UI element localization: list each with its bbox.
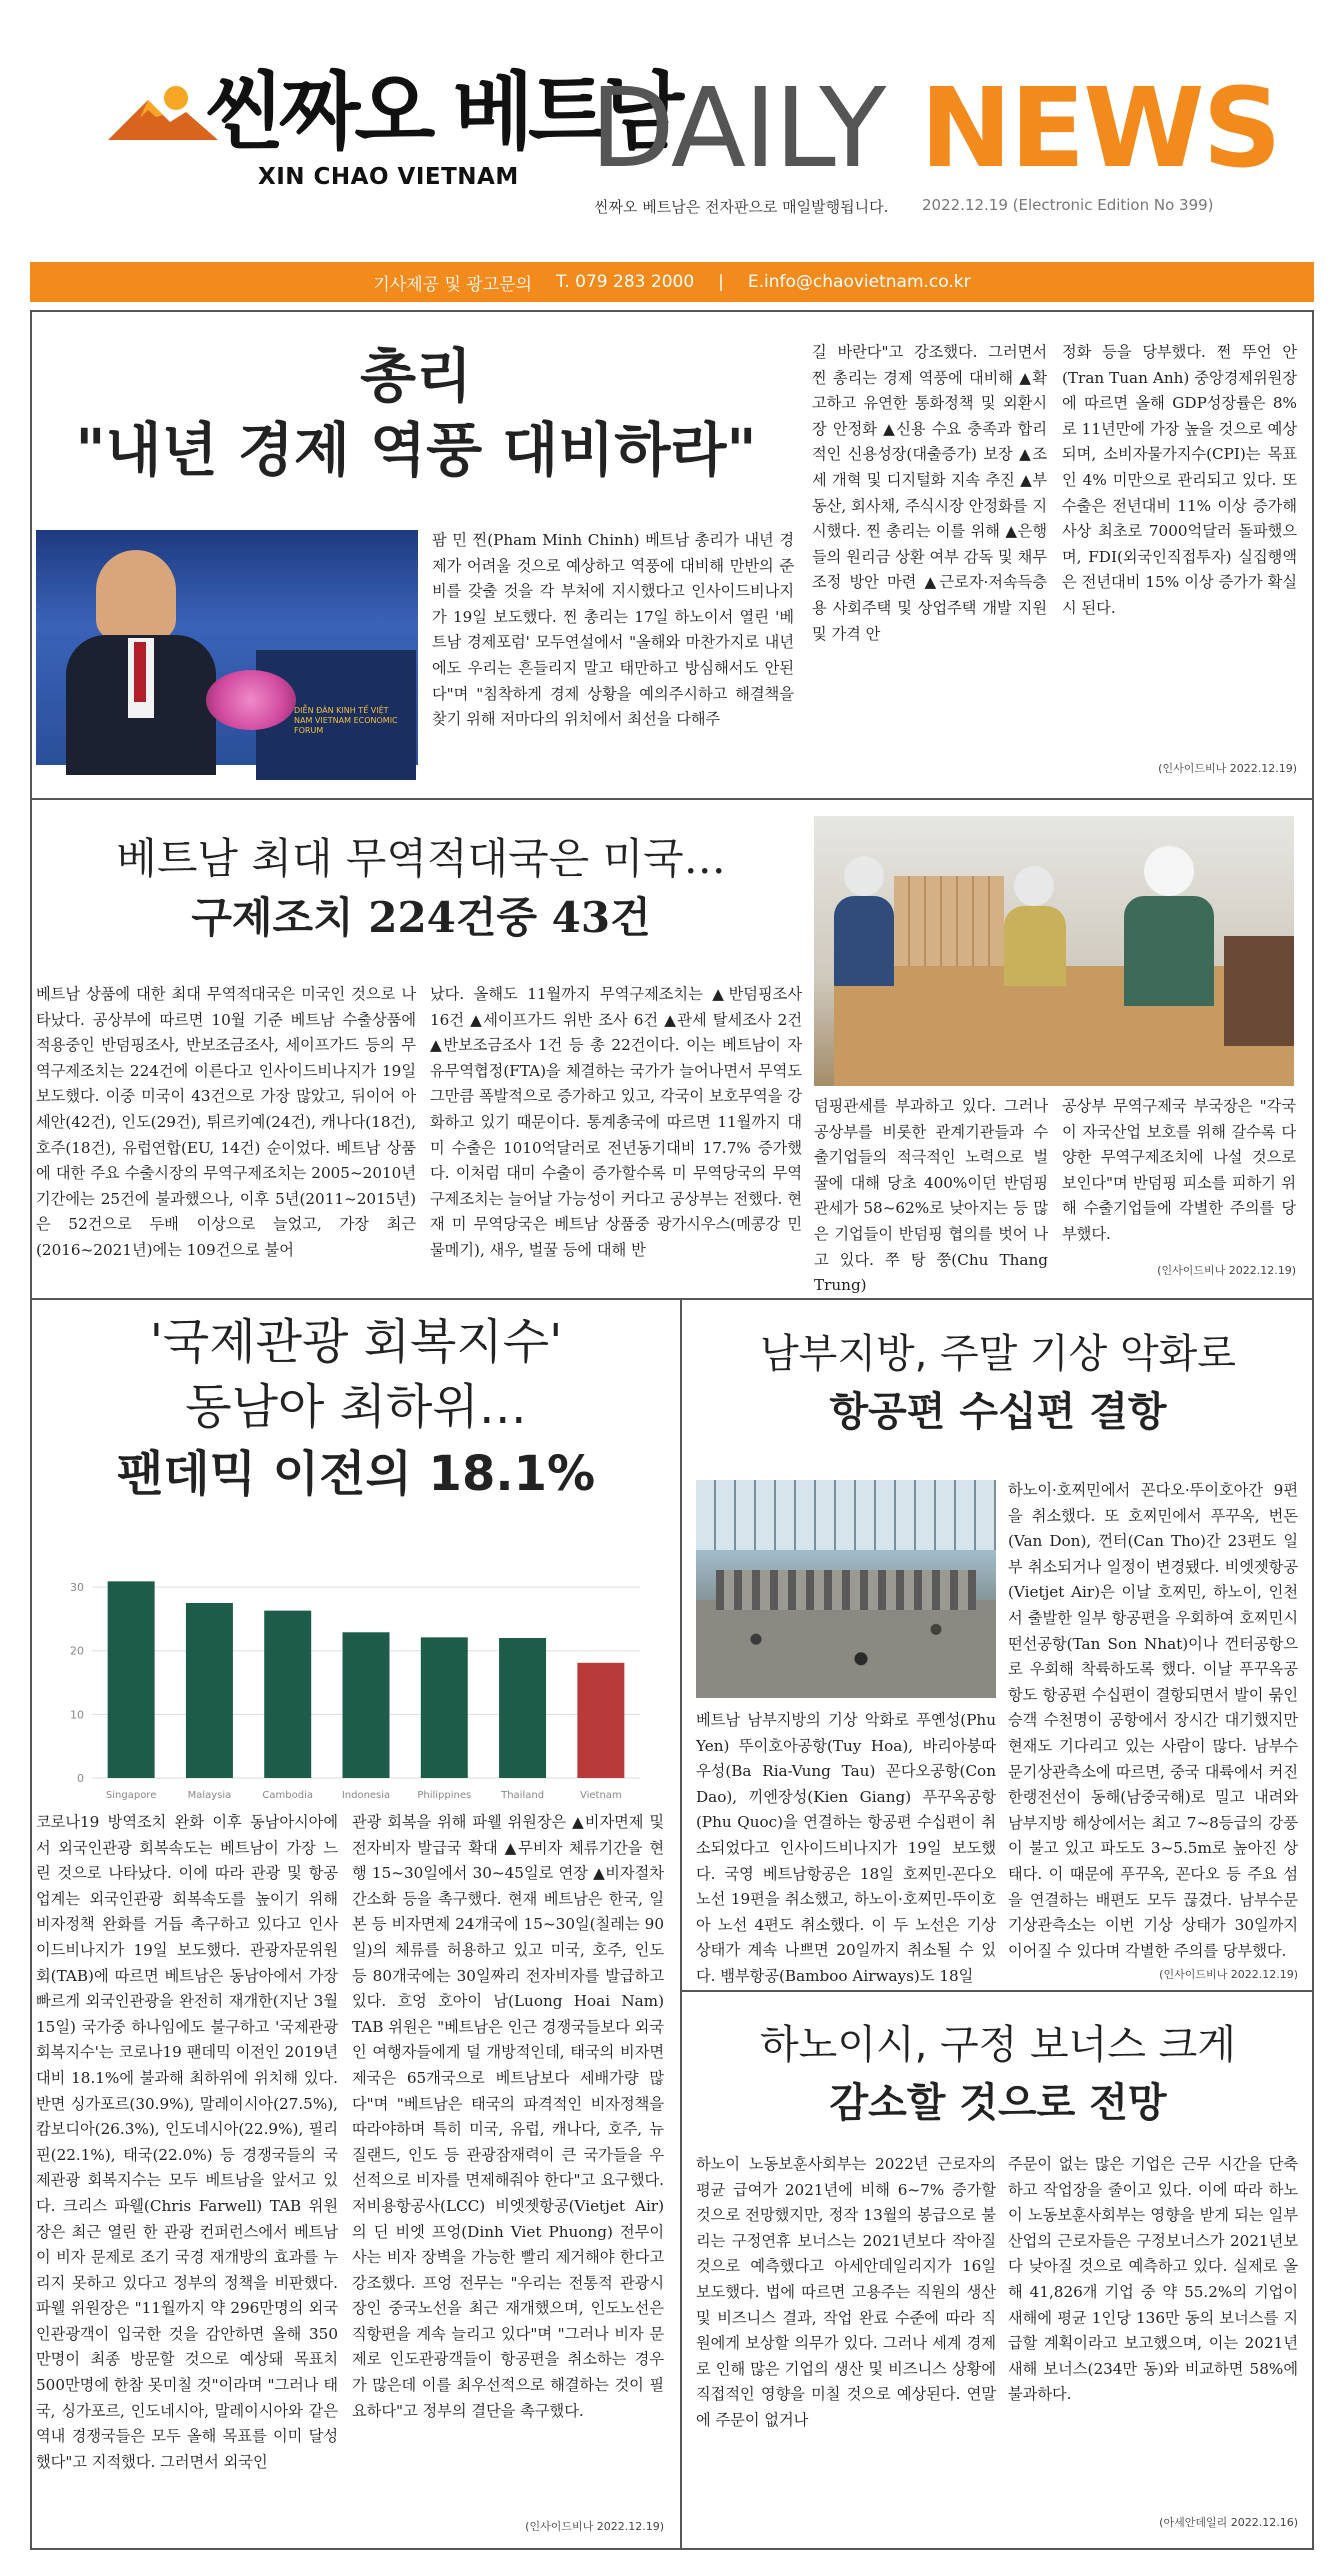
chart-bar-vietnam [577,1663,624,1778]
logo-korean: 씬짜오 베트남 [204,63,679,161]
contact-phone: T. 079 283 2000 [556,272,695,292]
article1-photo [36,530,418,765]
y-tick-label: 10 [70,1708,84,1722]
masthead [0,0,1343,240]
x-tick-label: Vietnam [580,1790,622,1801]
chart-bar-singapore [108,1581,155,1778]
article2-col3: 덤핑관세를 부과하고 있다. 그러나 공상부를 비롯한 관계기관들과 수출기업들의 적극적인 노력으로 벌꿀에 대해 당초 400%이던 반덤핑관세가 58~62%로 낮아지는 등 많은 기업들이 반덤핑 협의를 벗어 나고 있다. 쭈 탕 쭝(Chu Thang Trung) [814,1097,1048,1295]
article2-headline: 베트남 최대 무역적대국은 미국… 구제조치 224건중 43건 [116,834,726,942]
tagline: 씬짜오 베트남은 전자판으로 매일발행됩니다. [594,198,889,216]
x-tick-label: Cambodia [262,1790,314,1801]
x-tick-label: Indonesia [341,1790,391,1801]
article2-photo [814,816,1294,1086]
y-tick-label: 30 [70,1581,84,1595]
article1-col2: 길 바란다"고 강조했다. 그러면서 찐 총리는 경제 역풍에 대비해 ▲확고하고 유연한 통화정책 및 외환시장 안정화 ▲신용 수요 충족과 합리적인 신용성장(대출증가) 보장 ▲조세 개혁 및 디지털화 지속 추진 ▲부동산, 회사채, 주식시장 안정화를 지시했다. 찐 총리는 이를 위해 ▲은행들의 원리금 상환 여부 감독 및 채무조정 방안 마련 ▲근로자·저속득층용 사회주택 및 상업주택 개발 지원 및 가격 안 [812,343,1047,643]
contact-email[interactable]: E.info@chaovietnam.co.kr [747,272,971,292]
x-tick-label: Singapore [105,1790,157,1801]
article1-headline: 총리 "내년 경제 역풍 대비하라" [75,342,757,484]
article2-col2: 났다. 올해도 11월까지 무역구제조치는 ▲반덤핑조사 16건 ▲세이프가드 위반 조사 6건 ▲관세 탈세조사 2건 ▲반보조금조사 1건 등 총 22건이다. 이는 베트남이 자유무역협정(FTA)을 체결하는 국가가 늘어나면서 무역도 그만큼 폭발적으로 증가하고 있고, 각국이 보호무역을 강화하고 있기 때문이다. 통계총국에 따르면 11월까지 대미 수출은 1010억달러로 전년동기대비 17.7% 증가했다. 이처럼 대미 수출이 증가할수록 미 무역당국의 무역구제조치는 늘어날 가능성이 커다고 공상부는 전했다. 현재 미 무역당국은 베트남 상품중 광가시우스(메콩강 민물메기), 새우, 벌꿀 등에 대해 반 [430,985,802,1259]
article2-col4: 공상부 무역구제국 부국장은 "각국이 자국산업 보호를 위해 갈수록 다양한 무역구제조치에 나설 것으로 보인다"며 반덤핑 피소를 피하기 위해 수출기업들에 각별한 주의를 당부했다. [1062,1097,1296,1243]
divider-col [680,1298,682,2550]
article4-photo [696,1480,996,1698]
chart-bar-philippines [421,1637,468,1778]
logo-mark-icon [108,82,218,142]
article4-col-left: 베트남 남부지방의 기상 악화로 푸옌성(Phu Yen) 뚜이호아공항(Tuy Hoa), 바리아붕따우성(Ba Ria-Vung Tau) 꼰다오공항(Con Dao), 끼엔장성(Kien Giang) 푸꾸옥공항(Phu Quoc)을 연결하는 항공편 수십편이 취소되었다고 인사이드비나지가 19일 보도했다. 국영 베트남항공은 18일 호찌민-꼰다오 노선 19편을 취소했고, 하노이·호찌민-뚜이호아 노선 4편도 취소했다. 이 두 노선은 기상 상태가 계속 나쁘면 20일까지 취소될 수 있다. 뱀부항공(Bamboo Airways)도 18일 [696,1711,996,1985]
article5-headline: 하노이시, 구정 보너스 크게 감소할 것으로 전망 [760,2022,1236,2126]
logo-english: XIN CHAO VIETNAM [258,164,519,190]
chart-bar-cambodia [264,1611,311,1778]
x-tick-label: Philippines [417,1790,472,1801]
article2-col1: 베트남 상품에 대한 최대 무역적대국은 미국인 것으로 나타났다. 공상부에 따르면 10월 기준 베트남 수출상품에 적용중인 반덤핑조사, 반보조금조사, 세이프가드 등의 무역구제조치는 224건에 이른다고 인사이드비나지가 19일 보도했다. 이중 미국이 43건으로 가장 많았고, 뒤이어 아세안(42건), 인도(29건), 튀르키예(24건), 캐나다(18건), 호주(18건), 유럽연합(EU, 14건) 순이었다. 베트남 상품에 대한 주요 수출시장의 무역구제조치는 2005~2010년 기간에는 25건에 불과했으나, 이후 5년(2011~2015년)은 52건으로 두배 이상으로 늘었고, 가장 최근(2016~2021년)에는 109건으로 불어 [36,985,416,1259]
article1-col1: 팜 민 찐(Pham Minh Chinh) 베트남 총리가 내년 경제가 어려울 것으로 예상하고 역풍에 대비해 만반의 준비를 갖출 것을 각 부처에 지시했다고 인사이드비나지가 19일 보도했다. 찐 총리는 17일 하노이서 열린 '베트남 경제포럼' 모두연설에서 "올해와 마찬가지로 내년에도 우리는 흔들리지 말고 태만하고 방심해서도 안된다"며 "침착하게 경제 상황을 예의주시하고 해결책을 찾기 위해 저마다의 위치에서 최선을 다해주 [432,531,794,729]
divider-2 [30,1298,1314,1300]
contact-label: 기사제공 및 광고문의 [373,274,532,295]
chart-bar-malaysia [186,1603,233,1778]
article4-source: (인사이드비나 2022.12.19) [1159,1968,1298,1981]
article5-col1: 하노이 노동보훈사회부는 2022년 근로자의 평균 급여가 2021년에 비해 6~7% 증가할 것으로 전망했지만, 정작 13월의 봉급으로 불리는 구정연휴 보너스는 2021년보다 작아질 것으로 예측했다고 아세안데일리지가 16일 보도했다. 법에 따르면 고용주는 직원의 생산 및 비즈니스 결과, 작업 완료 수준에 따라 직원에게 보상할 의무가 있다. 그러나 세계 경제로 인해 많은 기업의 생산 및 비즈니스 상황에 직접적인 영향을 미칠 것으로 예상된다. 연말에 주문이 없거나 [696,2155,996,2429]
chart-bar-thailand [499,1638,546,1778]
divider-3 [681,1990,1314,1992]
recovery-index-chart [58,1558,648,1808]
y-tick-label: 20 [70,1644,84,1658]
divider-1 [30,798,1314,800]
article1-photo-banner: DIỄN ĐÀN KINH TẾ VIỆT NAM VIETNAM ECONOMIC FORUM [294,706,398,735]
article5-source: (아세안데일리 2022.12.16) [1159,2516,1298,2529]
article1-source: (인사이드비나 2022.12.19) [1158,762,1297,775]
article3-source: (인사이드비나 2022.12.19) [525,2520,664,2533]
article3-headline: '국제관광 회복지수' 동남아 최하위… 팬데믹 이전의 18.1% [116,1314,596,1502]
edition-info: 2022.12.19 (Electronic Edition No 399) [922,196,1214,214]
article3-col1: 코로나19 방역조치 완화 이후 동남아시아에서 외국인관광 회복속도는 베트남이 가장 느린 것으로 나타났다. 이에 따라 관광 및 항공업계는 외국인관광 회복속도를 높이기 위해 비자정책 완화를 거듭 촉구하고 있다고 인사이드비나지가 19일 보도했다. 관광자문위원회(TAB)에 따르면 베트남은 동남아에서 가장 빠르게 외국인관광을 완전히 재개한(지난 3월15일) 국가중 하나임에도 불구하고 '국제관광 회복지수'는 코로나19 팬데믹 이전인 2019년 대비 18.1%에 불과해 최하위에 위치해 있다. 반면 싱가포르(30.9%), 말레이시아(27.5%), 캄보디아(26.3%), 인도네시아(22.9%), 필리핀(22.1%), 태국(22.0%) 등 경쟁국들의 국제관광 회복지수는 모두 베트남을 앞서고 있다. 크리스 파웰(Chris Farwell) TAB 위원장은 최근 열린 한 관광 컨퍼런스에서 베트남이 비자 문제로 조기 국경 재개방의 효과를 누리지 못하고 있다고 정부의 정책을 비판했다. 파웰 위원장은 "11월까지 약 296만명의 외국인관광객이 입국한 것을 감안하면 올해 350만명이 최종 방문할 것으로 예상돼 목표치 500만명에 한참 못미칠 것"이라며 "그러나 태국, 싱가포르, 인도네시아, 말레이시아와 같은 역내 경쟁국들은 모두 올해 목표를 이미 달성했다"고 지적했다. 그러면서 외국인 [36,1813,338,2471]
x-tick-label: Thailand [501,1790,545,1801]
x-tick-label: Malaysia [187,1790,232,1801]
contact-bar [30,262,1314,302]
y-tick-label: 0 [77,1772,84,1785]
article4-col-right: 하노이·호찌민에서 꼰다오·뚜이호아간 9편을 취소했다. 또 호찌민에서 푸꾸옥, 번돈(Van Don), 껀터(Can Tho)간 23편도 일부 취소되거나 일정이 변경됐다. 비엣젯항공(Vietjet Air)은 이날 호찌민, 하노이, 인천서 출발한 일부 항공편을 우회하여 호찌민시 떤선공항(Tan Son Nhat)이나 껀터공항으로 우회해 착륙하도록 했다. 이날 푸꾸옥공항도 항공편 수십편이 결항되면서 발이 묶인 승객 수천명이 공항에서 장시간 대기했지만 현재도 기다리고 있는 사람이 많다. 남부수문기상관측소에 따르면, 중국 대륙에서 커진 한랭전선이 동해(남중국해)로 밀고 내려와 남부지방 해상에서는 최고 7~8등급의 강풍이 불고 있고 파도도 3~5.5m로 높아진 상태다. 이 때문에 푸꾸옥, 꼰다오 등 주요 섬을 연결하는 배편도 모두 끊겼다. 남부수문기상관측소는 이번 기상 상태가 30일까지 이어질 수 있다며 각별한 주의를 당부했다. [1008,1481,1298,1960]
article3-col2: 관광 회복을 위해 파웰 위원장은 ▲비자면제 및 전자비자 발급국 확대 ▲무비자 체류기간을 현행 15~30일에서 30~45일로 연장 ▲비자절차 간소화 등을 촉구했다. 현재 베트남은 한국, 일본 등 비자면제 24개국에 15~30일(칠레는 90일)의 체류를 허용하고 있고 미국, 호주, 인도 등 80개국에는 30일짜리 전자비자를 발급하고 있다. 흐엉 호아이 남(Luong Hoai Nam) TAB 위원은 "베트남은 인근 경쟁국들보다 외국인 여행자들에게 덜 개방적인데, 태국의 비자면제국은 65개국으로 베트남보다 세배가량 많다"며 "베트남은 태국의 파격적인 비자정책을 따라야하며 특히 미국, 유럽, 캐나다, 호주, 뉴질랜드, 인도 등 관광잠재력이 큰 국가들을 우선적으로 비자를 면제해줘야 한다"고 요구했다. 저비용항공사(LCC) 비엣젯항공(Vietjet Air)의 딘 비엣 프엉(Dinh Viet Phuong) 전무이사는 비자 장벽을 가능한 빨리 제거해야 한다고 강조했다. 프엉 전무는 "우리는 전통적 관광시장인 중국노선을 최근 재개했으며, 인도노선은 직항편을 계속 늘리고 있다"며 "그러나 비자 문제로 인도관광객들이 항공편을 취소하는 경우가 많은데 이를 최우선적으로 해결하는 것이 필요하다"고 정부의 결단을 촉구했다. [352,1813,664,2420]
article2-source: (인사이드비나 2022.12.19) [1157,1264,1296,1277]
contact-separator: | [718,272,724,292]
daily-word: DAILY [590,64,885,192]
article1-col3: 정화 등을 당부했다. 쩐 뚜언 안(Tran Tuan Anh) 중앙경제위원장에 따르면 올해 GDP성장률은 8%로 11년만에 가장 높을 것으로 예상되며, 소비자물가지수(CPI)는 목표인 4% 미만으로 관리되고 있다. 또 수출은 전년대비 11% 이상 증가해 사상 최초로 7000억달러 돌파했으며, FDI(외국인직접투자) 실집행액은 전년대비 15% 이상 증가가 확실시 된다. [1062,343,1297,617]
news-word: NEWS [920,64,1280,192]
article4-headline: 남부지방, 주말 기상 악화로 항공편 수십편 결항 [760,1331,1236,1435]
chart-bar-indonesia [343,1632,390,1778]
article5-col2: 주문이 없는 많은 기업은 근무 시간을 단축하고 작업장을 줄이고 있다. 이에 따라 하노이 노동보훈사회부는 영향을 받게 되는 일부 산업의 근로자들은 구정보너스가 2021년보다 낮아질 것으로 예측하고 있다. 실제로 올해 41,826개 기업 중 약 55.2%의 기업이 새해에 평균 1인당 136만 동의 보너스를 지급할 계획이라고 보고했으며, 이는 2021년 새해 보너스(234만 동)와 비교하면 58%에 불과하다. [1008,2155,1298,2404]
